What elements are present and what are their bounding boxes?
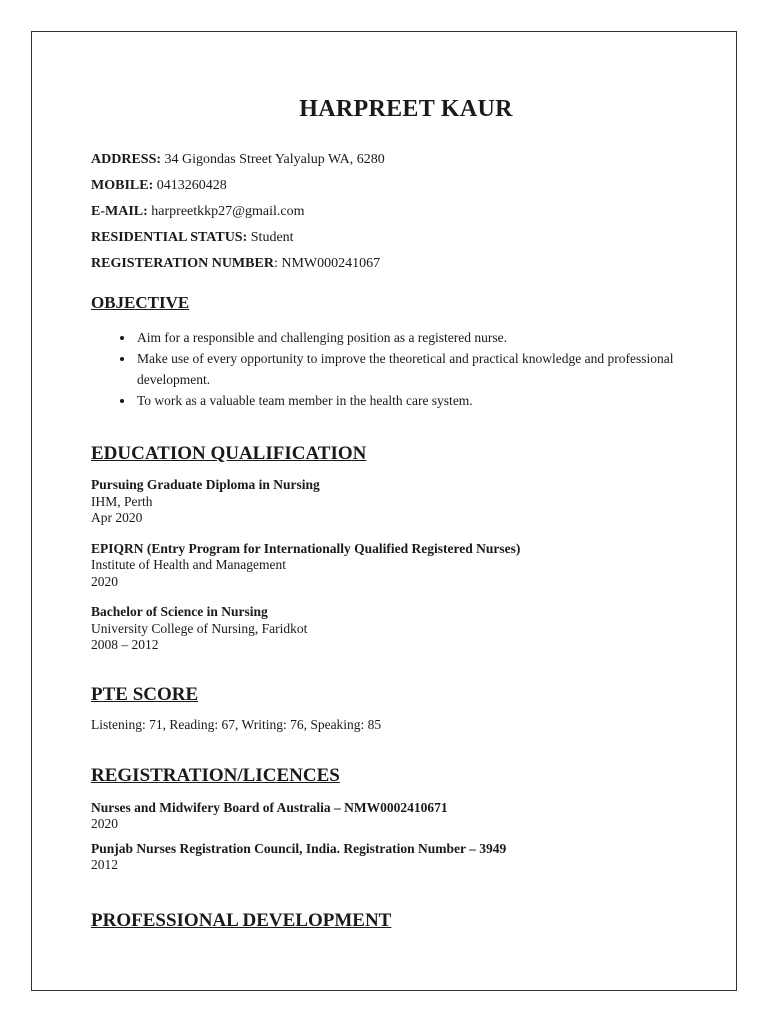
mobile-value: 0413260428	[156, 178, 227, 193]
registration-number-label: REGISTERATION NUMBER	[91, 256, 274, 271]
education-title: Bachelor of Science in Nursing	[91, 604, 268, 619]
registration-entry	[91, 800, 701, 833]
objective-heading: OBJECTIVE	[91, 293, 190, 312]
registration-date: 2012	[91, 857, 118, 872]
objective-list	[91, 327, 701, 411]
residential-status-value: Student	[250, 230, 294, 245]
residential-status-label: RESIDENTIAL STATUS:	[91, 230, 248, 245]
education-date: 2020	[91, 573, 118, 589]
registration-number-line	[91, 251, 701, 277]
registration-title: Nurses and Midwifery Board of Australia – NMW0002410671	[91, 799, 448, 815]
education-institution: University College of Nursing, Faridkot	[91, 620, 308, 636]
professional-development-heading: PROFESSIONAL DEVELOPMENT	[91, 909, 392, 931]
resume-content	[91, 96, 701, 932]
education-institution: Institute of Health and Management	[91, 557, 286, 572]
registration-title: Punjab Nurses Registration Council, India. Registration Number – 3949	[91, 840, 507, 856]
resume-page	[31, 31, 737, 991]
registration-date: 2020	[91, 816, 118, 831]
education-entry	[91, 541, 701, 591]
registration-heading: REGISTRATION/LICENCES	[91, 764, 340, 786]
email-line	[91, 199, 701, 225]
objective-item: • Make use of every opportunity to improve the theoretical and practical knowledge and professional development.	[135, 348, 701, 390]
education-date: Apr 2020	[91, 510, 143, 525]
education-institution: IHM, Perth	[91, 493, 153, 509]
candidate-name: HARPREET KAUR	[299, 96, 513, 122]
education-date: 2008 – 2012	[91, 637, 159, 652]
email-label: E-MAIL:	[91, 204, 148, 219]
address-line	[91, 147, 701, 173]
address-label: ADDRESS:	[91, 152, 162, 167]
education-title: EPIQRN (Entry Program for Internationally Qualified Registered Nurses)	[91, 540, 521, 556]
objective-item: • Aim for a responsible and challenging position as a registered nurse.	[135, 327, 701, 348]
education-entry	[91, 604, 701, 654]
pte-score-heading: PTE SCORE	[91, 683, 199, 705]
pte-score-text: Listening: 71, Reading: 67, Writing: 76, Speaking: 85	[91, 716, 382, 732]
education-heading: EDUCATION QUALIFICATION	[91, 443, 367, 464]
mobile-label: MOBILE:	[91, 178, 154, 193]
objective-item: • To work as a valuable team member in the health care system.	[135, 390, 701, 411]
address-value: 34 Gigondas Street Yalyalup WA, 6280	[164, 152, 385, 167]
education-entry	[91, 477, 701, 527]
registration-number-value: : NMW000241067	[273, 256, 381, 271]
residential-status-line	[91, 225, 701, 251]
email-value: harpreetkkp27@gmail.com	[151, 204, 305, 219]
education-title: Pursuing Graduate Diploma in Nursing	[91, 477, 320, 492]
registration-entry	[91, 841, 701, 874]
mobile-line	[91, 173, 701, 199]
